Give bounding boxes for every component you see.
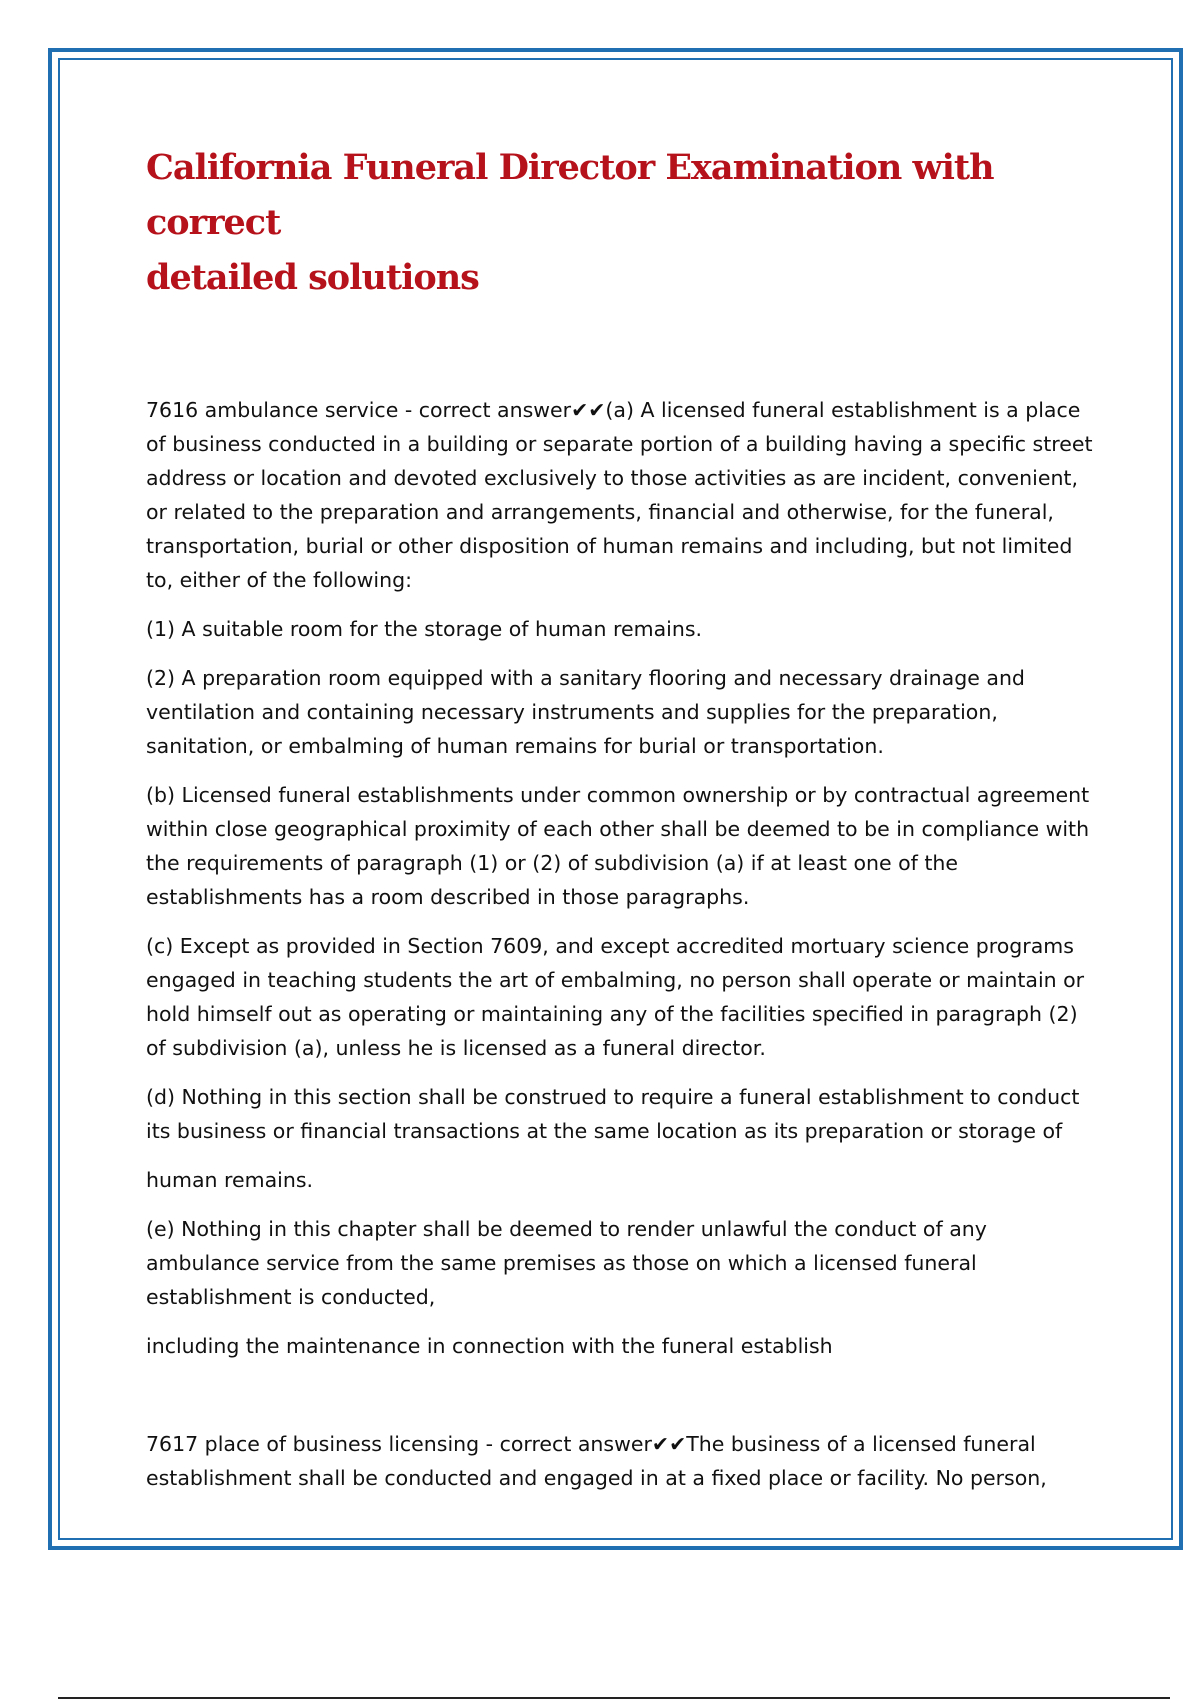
paragraph-7617-intro: 7617 place of business licensing - correct answer✔✔The business of a licensed funeral establishment shall be conducted and engaged in at a fixed place or facility. No person,: [146, 1432, 1047, 1490]
paragraph-subsection-e-continued: including the maintenance in connection with the funeral establish: [146, 1334, 833, 1358]
document-body: [146, 393, 1096, 1495]
document-content: [146, 140, 1096, 1510]
paragraph-subsection-e: (e) Nothing in this chapter shall be deemed to render unlawful the conduct of any ambulance service from the same premises as those on which a licensed funeral establishment is conducted,: [146, 1217, 987, 1309]
document-title-line-2: detailed solutions: [146, 257, 479, 298]
paragraph-subsection-c: (c) Except as provided in Section 7609, and except accredited mortuary science programs engaged in teaching students the art of embalming, no person shall operate or maintain or hold himself out as operating or maintaining any of the facilities specified in paragraph (2) of subdivision (a), unless he is licensed as a funeral director.: [146, 934, 1085, 1060]
document-title-line-1: California Funeral Director Examination with correct: [146, 147, 994, 243]
paragraph-7616-intro: 7616 ambulance service - correct answer✔✔(a) A licensed funeral establishment is a place of business conducted in a building or separate portion of a building having a specific street address or location and devoted exclusively to those activities as are incident, convenient, or related to the preparation and arrangements, financial and otherwise, for the funeral, transportation, burial or other disposition of human remains and including, but not limited to, either of the following:: [146, 398, 1093, 592]
document-title: [146, 140, 1096, 305]
paragraph-subsection-d-continued: human remains.: [146, 1168, 314, 1192]
paragraph-subsection-d: (d) Nothing in this section shall be construed to require a funeral establishment to conduct its business or financial transactions at the same location as its preparation or storage of: [146, 1085, 1080, 1143]
paragraph-item-2: (2) A preparation room equipped with a sanitary flooring and necessary drainage and ventilation and containing necessary instruments and supplies for the preparation, sanitation, or embalming of human remains for burial or transportation.: [146, 666, 1025, 758]
paragraph-subsection-b: (b) Licensed funeral establishments under common ownership or by contractual agreement within close geographical proximity of each other shall be deemed to be in compliance with the requirements of paragraph (1) or (2) of subdivision (a) if at least one of the establishments has a room described in those paragraphs.: [146, 783, 1090, 909]
paragraph-item-1: (1) A suitable room for the storage of human remains.: [146, 617, 703, 641]
footer-divider: [58, 1697, 1170, 1699]
